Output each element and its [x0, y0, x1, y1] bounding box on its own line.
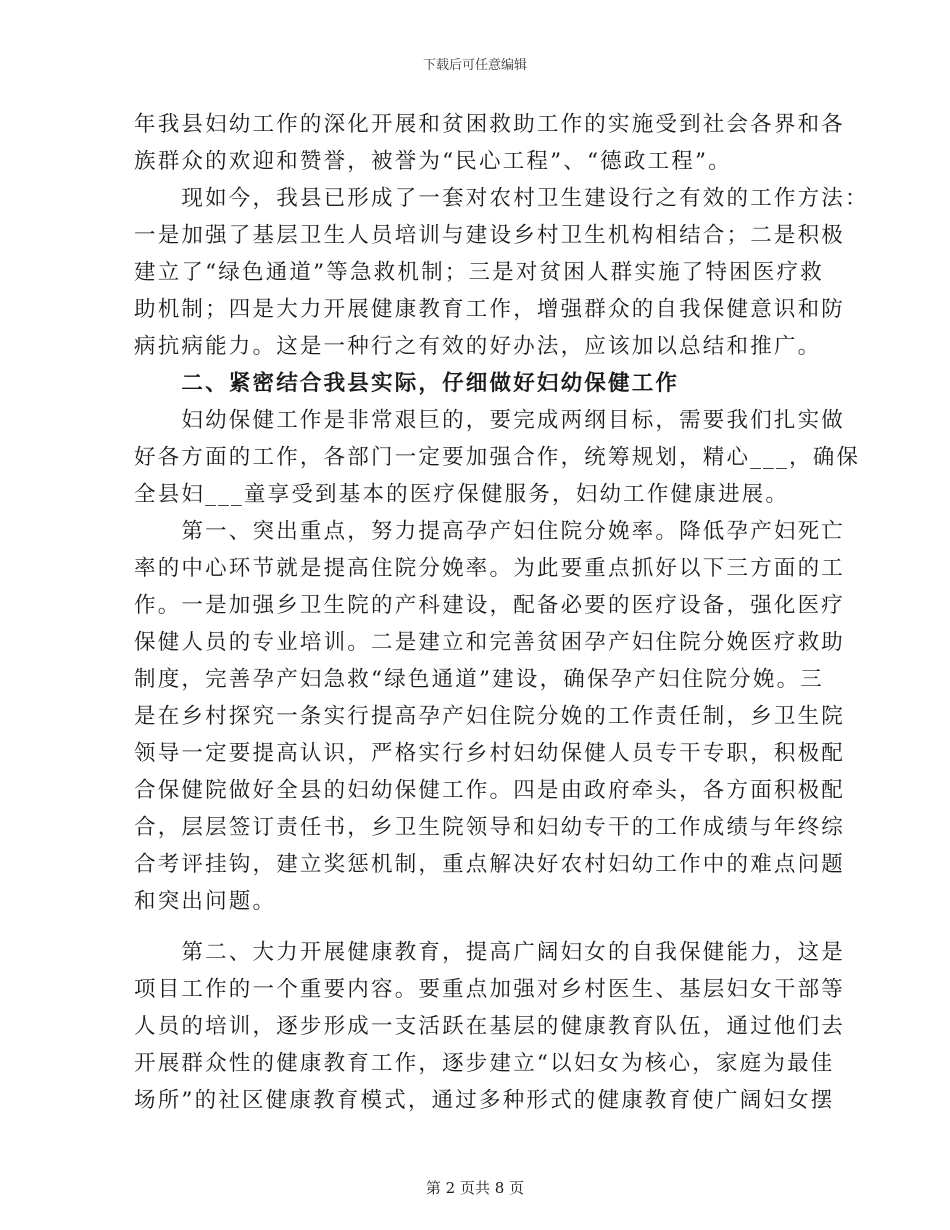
text-line: 保健人员的专业培训。二是建立和完善贫困孕产妇住院分娩医疗救助: [134, 630, 846, 655]
text-line: 族群众的欢迎和赞誉，被誉为“民心工程”、“德政工程”。: [134, 149, 732, 174]
text-line: 合，层层签订责任书，乡卫生院领导和妇幼专干的工作成绩与年终综: [134, 815, 846, 840]
text-line: 人员的培训，逐步形成一支活跃在基层的健康教育队伍，通过他们去: [134, 1014, 846, 1039]
section-heading: 二、紧密结合我县实际，仔细做好妇幼保健工作: [134, 371, 680, 396]
text-line: 合考评挂钩，建立奖惩机制，重点解决好农村妇幼工作中的难点问题: [134, 852, 846, 877]
text-line: 助机制；四是大力开展健康教育工作，增强群众的自我保健意识和防: [134, 297, 846, 322]
text-line: 建立了“绿色通道”等急救机制；三是对贫困人群实施了特困医疗救: [134, 260, 824, 285]
text-line: 合保健院做好全县的妇幼保健工作。四是由政府牵头，各方面积极配: [134, 778, 846, 803]
paragraph-gap: [134, 920, 816, 934]
document-body: [134, 106, 869, 1119]
text-line: 开展群众性的健康教育工作，逐步建立“以妇女为核心，家庭为最佳: [134, 1051, 835, 1076]
text-line: 一是加强了基层卫生人员培训与建设乡村卫生机构相结合；二是积极: [134, 223, 846, 248]
text-line: 率的中心环节就是提高住院分娩率。为此要重点抓好以下三方面的工: [134, 556, 846, 581]
text-line: 好各方面的工作，各部门一定要加强合作，统筹规划，精心___，确保: [134, 445, 861, 470]
text-line: 是在乡村探究一条实行提高孕产妇住院分娩的工作责任制，乡卫生院: [134, 704, 846, 729]
text-line: 全县妇___童享受到基本的医疗保健服务，妇幼工作健康进展。: [134, 482, 790, 507]
text-line: 第一、突出重点，努力提高孕产妇住院分娩率。降低孕产妇死亡: [134, 519, 846, 544]
text-line: 年我县妇幼工作的深化开展和贫困救助工作的实施受到社会各界和各: [134, 112, 846, 137]
text-line: 作。一是加强乡卫生院的产科建设，配备必要的医疗设备，强化医疗: [134, 593, 846, 618]
text-line: 场所”的社区健康教育模式，通过多种形式的健康教育使广阔妇女摆: [134, 1088, 835, 1113]
page-header: 下载后可任意编辑: [422, 58, 527, 73]
text-line: 和突出问题。: [134, 889, 277, 914]
text-line: 第二、大力开展健康教育，提高广阔妇女的自我保健能力，这是: [134, 940, 846, 965]
page-number: 第 2 页共 8 页: [425, 1179, 525, 1197]
text-line: 制度，完善孕产妇急救“绿色通道”建设，确保孕产妇住院分娩。三: [134, 667, 824, 692]
text-line: 病抗病能力。这是一种行之有效的好办法，应该加以总结和推广。: [134, 334, 822, 359]
text-line: 现如今，我县已形成了一套对农村卫生建设行之有效的工作方法：: [134, 186, 869, 211]
text-line: 项目工作的一个重要内容。要重点加强对乡村医生、基层妇女干部等: [134, 977, 846, 1002]
text-line: 领导一定要提高认识，严格实行乡村妇幼保健人员专干专职，积极配: [134, 741, 846, 766]
text-line: 妇幼保健工作是非常艰巨的，要完成两纲目标，需要我们扎实做: [134, 408, 846, 433]
